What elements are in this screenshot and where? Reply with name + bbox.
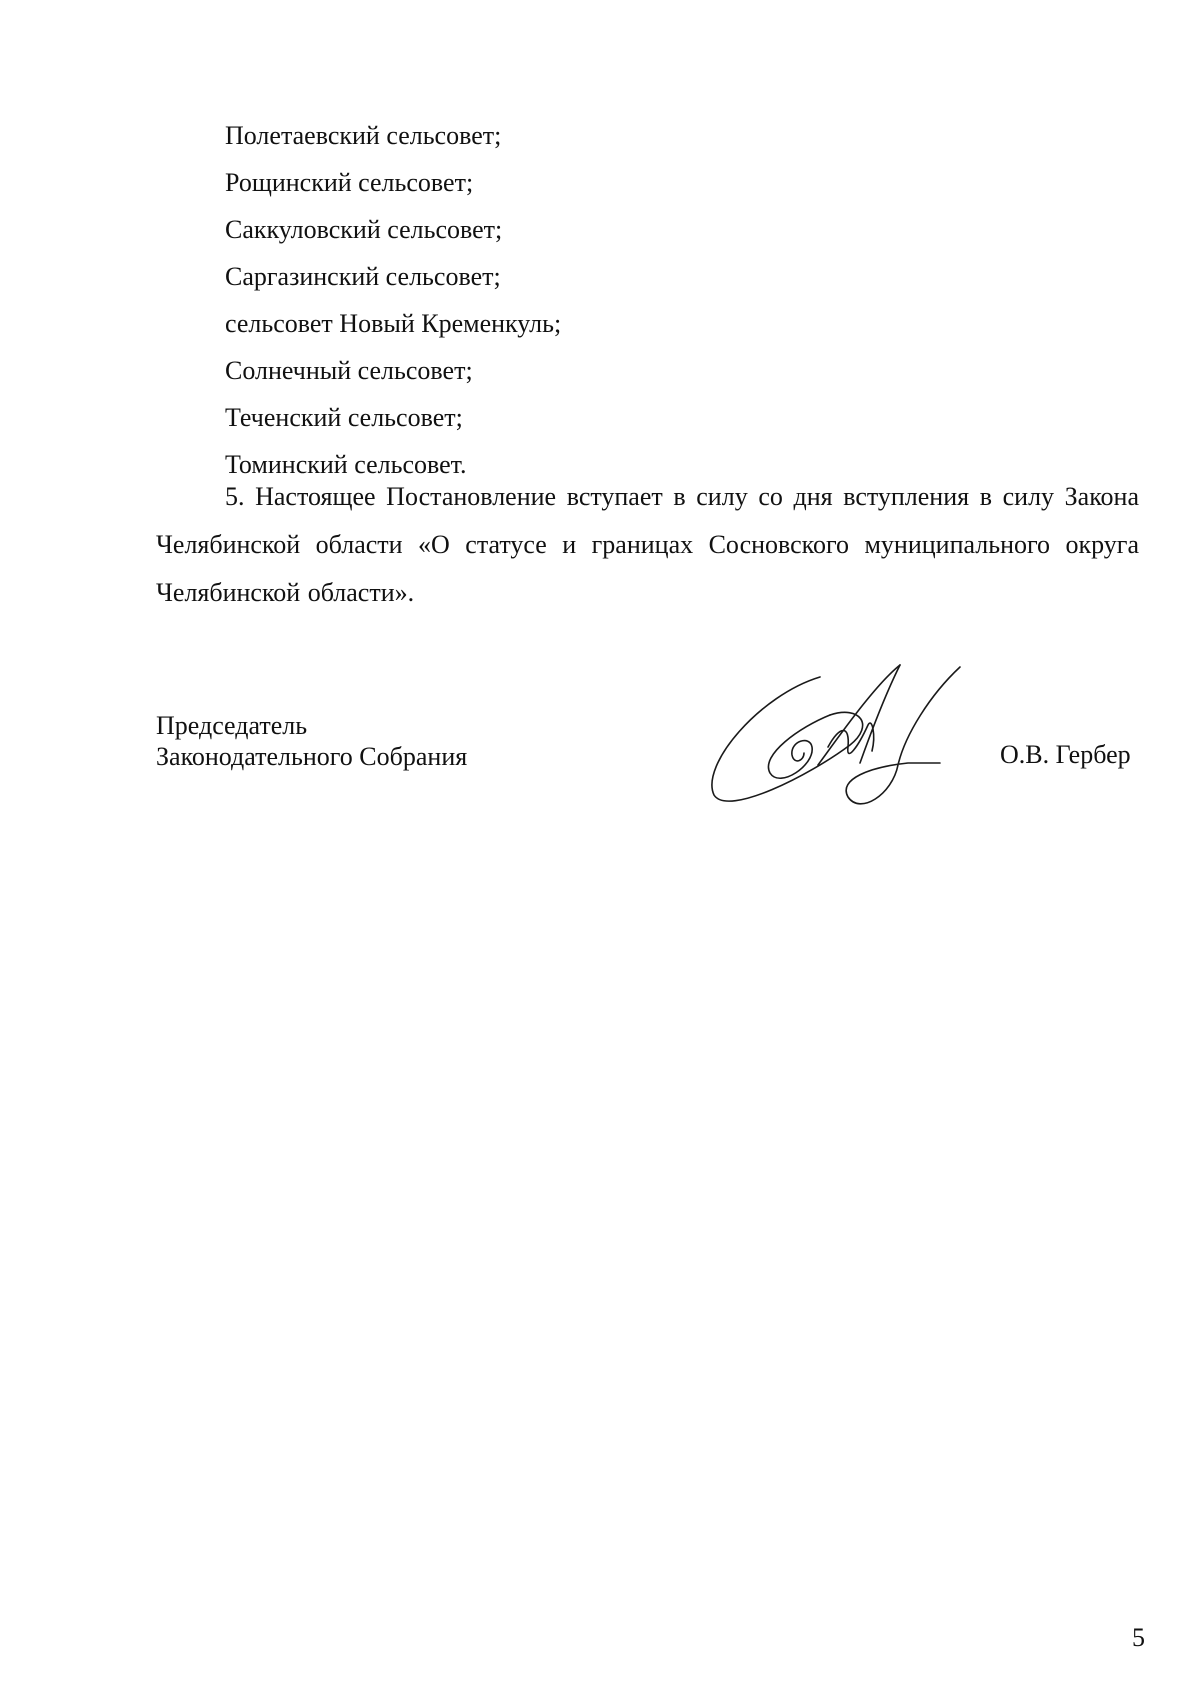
list-item: Полетаевский сельсовет; bbox=[225, 121, 502, 150]
list-item: Солнечный сельсовет; bbox=[225, 356, 473, 385]
list-item: сельсовет Новый Кременкуль; bbox=[225, 309, 562, 338]
signatory-title-line2: Законодательного Собрания bbox=[156, 742, 468, 771]
village-council-list bbox=[225, 112, 561, 488]
list-item: Рощинский сельсовет; bbox=[225, 168, 474, 197]
page-number: 5 bbox=[1132, 1623, 1145, 1652]
effective-date-paragraph: 5. Настоящее Постановление вступает в силу со дня вступления в силу Закона Челябинской области «О статусе и границах Сосновского муниципального округа Челябинской области». bbox=[156, 482, 1139, 607]
signatory-title-line1: Председатель bbox=[156, 711, 308, 740]
list-item: Томинский сельсовет. bbox=[225, 450, 467, 479]
list-item: Саргазинский сельсовет; bbox=[225, 262, 501, 291]
handwritten-signature bbox=[700, 655, 980, 815]
list-item: Теченский сельсовет; bbox=[225, 403, 463, 432]
signatory-name: О.В. Гербер bbox=[1000, 740, 1131, 769]
list-item: Саккуловский сельсовет; bbox=[225, 215, 503, 244]
signatory-title bbox=[156, 710, 467, 772]
